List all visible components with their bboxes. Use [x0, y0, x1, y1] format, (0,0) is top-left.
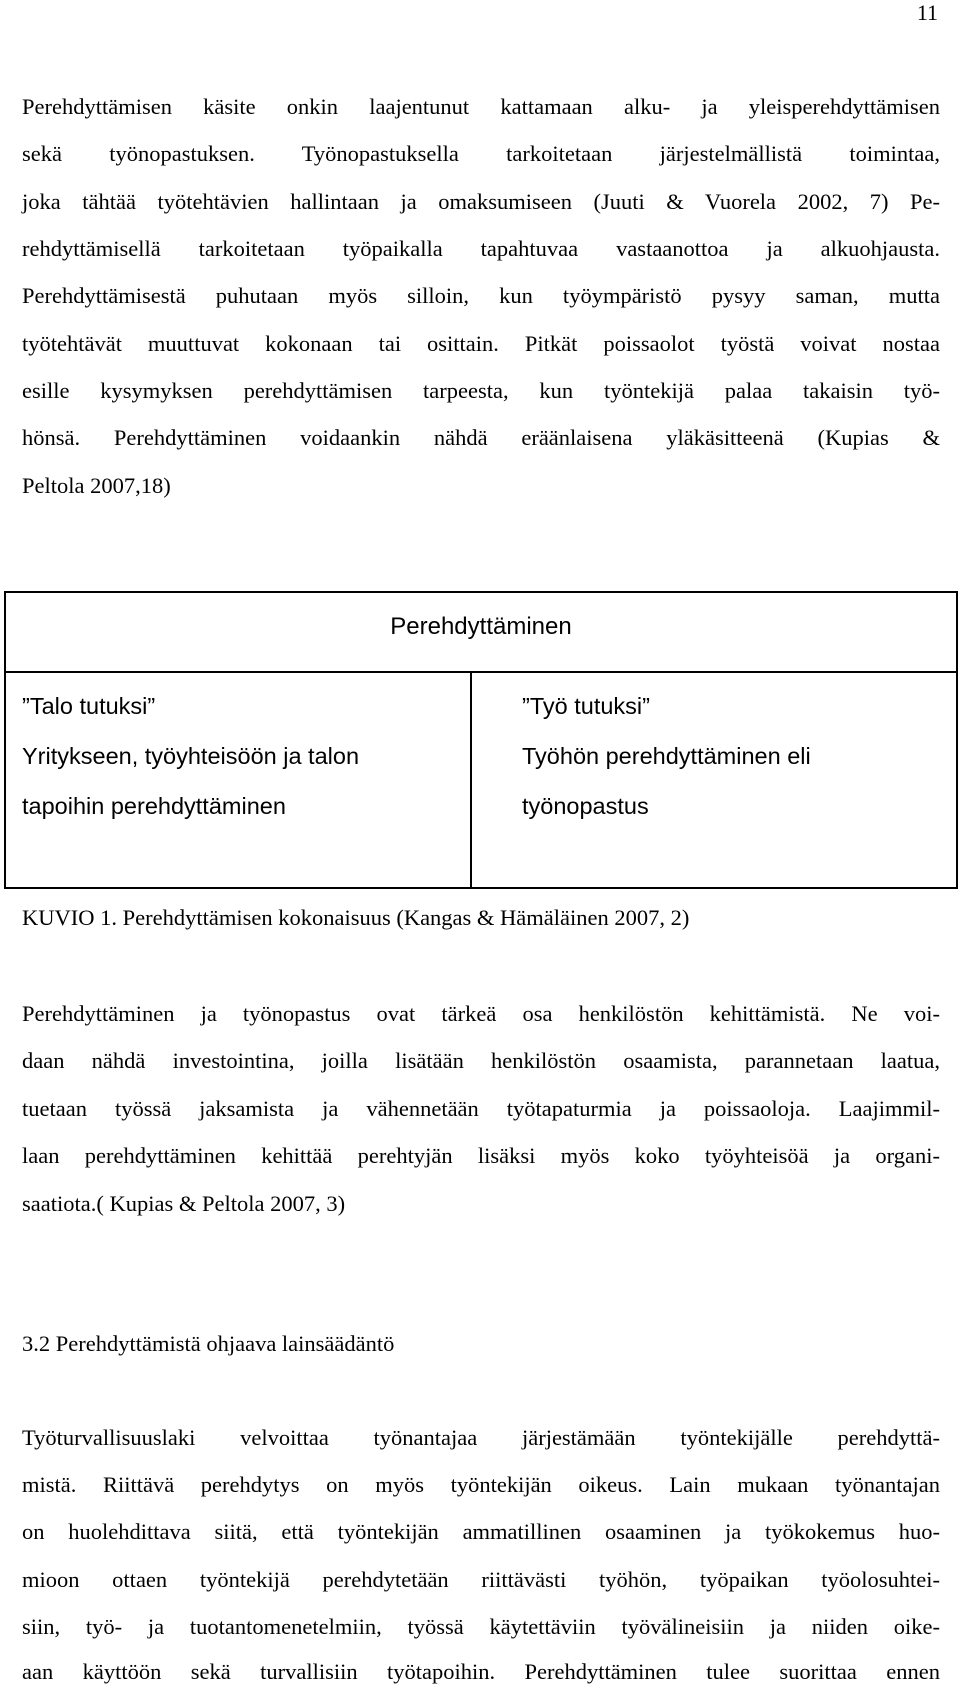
figure-right-line: Työhön perehdyttäminen eli	[522, 743, 811, 769]
paragraph-line: mistä. Riittävä perehdytys on myös työntekijän oikeus. Lain mukaan työnantajan	[22, 1472, 940, 1497]
paragraph-line: työtehtävät muuttuvat kokonaan tai osittain. Pitkät poissaolot työstä voivat nostaa	[22, 331, 940, 356]
figure-caption: KUVIO 1. Perehdyttämisen kokonaisuus (Kangas & Hämäläinen 2007, 2)	[22, 905, 690, 930]
paragraph-line: joka tähtää työtehtävien hallintaan ja omaksumiseen (Juuti & Vuorela 2002, 7) Pe-	[22, 189, 940, 214]
figure-right-line: työnopastus	[522, 793, 649, 819]
paragraph-line: mioon ottaen työntekijä perehdytetään riittävästi työhön, työpaikan työolosuhtei-	[22, 1567, 940, 1592]
paragraph-line: Työturvallisuuslaki velvoittaa työnantajaa järjestämään työntekijälle perehdyttä-	[22, 1425, 940, 1450]
paragraph-line: tuetaan työssä jaksamista ja vähennetään työtapaturmia ja poissaoloja. Laajimmil-	[22, 1096, 940, 1121]
paragraph-line: saatiota.( Kupias & Peltola 2007, 3)	[22, 1191, 346, 1216]
figure-left-line: tapoihin perehdyttäminen	[22, 793, 286, 819]
figure-diagram	[0, 591, 960, 887]
paragraph-line: hönsä. Perehdyttäminen voidaankin nähdä eräänlaisena yläkäsitteenä (Kupias &	[22, 425, 940, 450]
paragraph-line: Perehdyttämisestä puhutaan myös silloin, kun työympäristö pysyy saman, mutta	[22, 283, 940, 308]
paragraph-line: on huolehdittava siitä, että työntekijän ammatillinen osaaminen ja työkokemus huo-	[22, 1519, 940, 1544]
paragraph-line: esille kysymyksen perehdyttämisen tarpeesta, kun työntekijä palaa takaisin työ-	[22, 378, 940, 403]
figure-title-box	[4, 591, 958, 673]
paragraph-line: laan perehdyttäminen kehittää perehtyjän lisäksi myös koko työyhteisöä ja organi-	[22, 1143, 940, 1168]
figure-right-heading: ”Työ tutuksi”	[522, 693, 650, 719]
paragraph-line: sekä työnopastuksen. Työnopastuksella tarkoitetaan järjestelmällistä toimintaa,	[22, 141, 940, 166]
figure-divider	[470, 671, 472, 887]
paragraph-line: Perehdyttämisen käsite onkin laajentunut kattamaan alku- ja yleisperehdyttämisen	[22, 94, 940, 119]
figure-right-column	[522, 681, 811, 831]
figure-title: Perehdyttäminen	[390, 613, 572, 640]
section-heading: 3.2 Perehdyttämistä ohjaava lainsäädäntö	[22, 1331, 395, 1356]
paragraph-line: rehdyttämisellä tarkoitetaan työpaikalla tapahtuvaa vastaanottoa ja alkuohjausta.	[22, 236, 940, 261]
paragraph-line: daan nähdä investointina, joilla lisätään henkilöstön osaamista, parannetaan laatua,	[22, 1048, 940, 1073]
figure-left-column	[22, 681, 359, 831]
figure-left-line: Yritykseen, työyhteisöön ja talon	[22, 743, 360, 769]
paragraph-line: aan käyttöön sekä turvallisiin työtapoihin. Perehdyttäminen tulee suorittaa ennen	[22, 1659, 940, 1684]
figure-left-heading: ”Talo tutuksi”	[22, 693, 156, 719]
paragraph-line: siin, työ- ja tuotantomenetelmiin, työssä käytettäviin työvälineisiin ja niiden oike-	[22, 1614, 940, 1639]
paragraph-line: Perehdyttäminen ja työnopastus ovat tärkeä osa henkilöstön kehittämistä. Ne voi-	[22, 1001, 940, 1026]
page-number: 11	[916, 0, 938, 25]
paragraph-line: Peltola 2007,18)	[22, 473, 171, 498]
